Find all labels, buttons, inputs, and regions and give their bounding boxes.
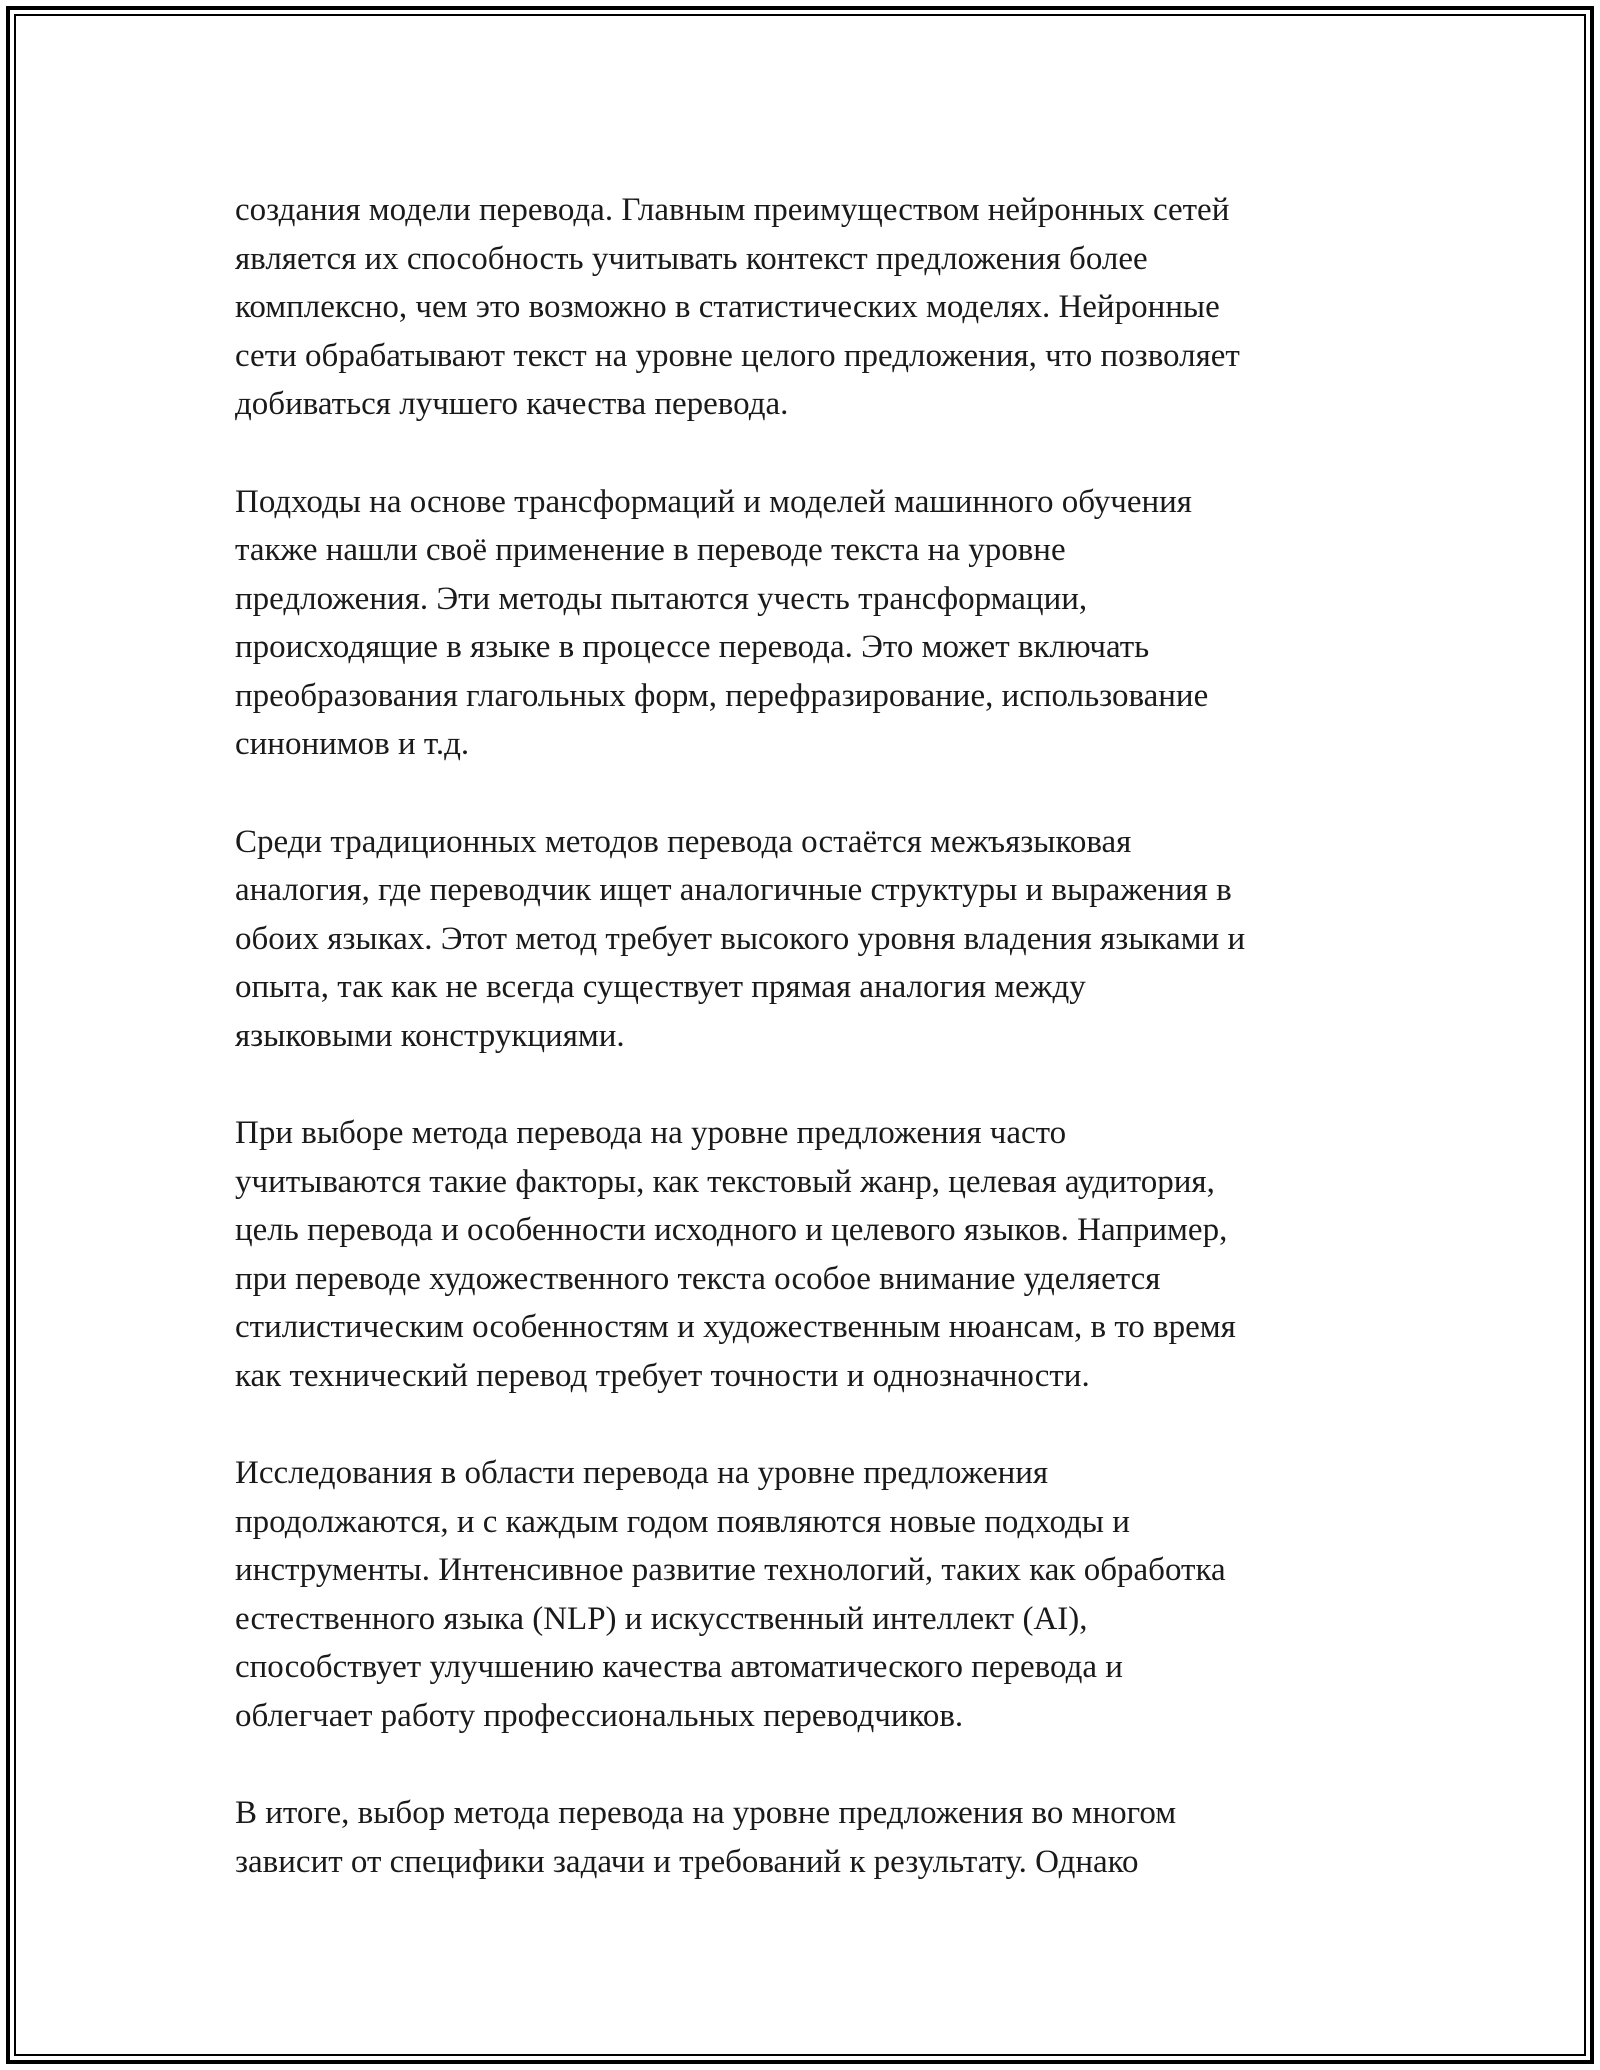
text-line: преобразования глагольных форм, перефразирование, использование <box>235 677 1209 714</box>
text-line: аналогия, где переводчик ищет аналогичные структуры и выражения в <box>235 872 1232 908</box>
text-line: инструменты. Интенсивное развитие технологий, таких как обработка <box>235 1552 1226 1588</box>
text-line: при переводе художественного текста особое внимание уделяется <box>235 1260 1161 1297</box>
text-line: опыта, так как не всегда существует прямая аналогия между <box>235 969 1086 1005</box>
text-line: продолжаются, и с каждым годом появляются новые подходы и <box>235 1503 1130 1540</box>
text-line: зависит от специфики задачи и требований к результату. Однако <box>235 1843 1139 1880</box>
text-line: языковыми конструкциями. <box>235 1017 625 1054</box>
text-line: обоих языках. Этот метод требует высокого уровня владения языками и <box>235 920 1246 957</box>
paragraph-4 <box>235 1109 1375 1400</box>
text-line: происходящие в языке в процессе перевода. Это может включать <box>235 629 1150 665</box>
paragraph-2 <box>235 478 1375 769</box>
text-line: является их способность учитывать контекст предложения более <box>235 240 1148 277</box>
paragraph-1 <box>235 186 1375 429</box>
text-line: создания модели перевода. Главным преимуществом нейронных сетей <box>235 192 1230 228</box>
paragraph-5 <box>235 1449 1375 1740</box>
text-line: цель перевода и особенности исходного и целевого языков. Например, <box>235 1212 1228 1248</box>
text-line: способствует улучшению качества автоматического перевода и <box>235 1649 1123 1685</box>
text-line: как технический перевод требует точности и однозначности. <box>235 1357 1090 1394</box>
text-line: При выборе метода перевода на уровне предложения часто <box>235 1115 1067 1151</box>
text-line: В итоге, выбор метода перевода на уровне предложения во многом <box>235 1795 1177 1831</box>
text-line: Подходы на основе трансформаций и моделей машинного обучения <box>235 483 1192 520</box>
paragraph-3 <box>235 818 1375 1061</box>
text-line: также нашли своё применение в переводе текста на уровне <box>235 532 1066 568</box>
text-line: комплексно, чем это возможно в статистических моделях. Нейронные <box>235 289 1220 325</box>
text-line: облегчает работу профессиональных переводчиков. <box>235 1697 964 1734</box>
text-line: стилистическим особенностям и художественным нюансам, в то время <box>235 1309 1236 1345</box>
document-body <box>235 186 1375 1935</box>
text-line: сети обрабатывают текст на уровне целого предложения, что позволяет <box>235 337 1240 374</box>
text-line: синонимов и т.д. <box>235 726 470 762</box>
text-line: учитываются такие факторы, как текстовый жанр, целевая аудитория, <box>235 1163 1215 1200</box>
text-line: Среди традиционных методов перевода остаётся межъязыковая <box>235 823 1132 860</box>
text-line: Исследования в области перевода на уровне предложения <box>235 1455 1049 1491</box>
text-line: естественного языка (NLP) и искусственный интеллект (AI), <box>235 1600 1088 1637</box>
text-line: предложения. Эти методы пытаются учесть трансформации, <box>235 580 1088 617</box>
paragraph-6 <box>235 1789 1375 1886</box>
text-line: добиваться лучшего качества перевода. <box>235 386 789 422</box>
